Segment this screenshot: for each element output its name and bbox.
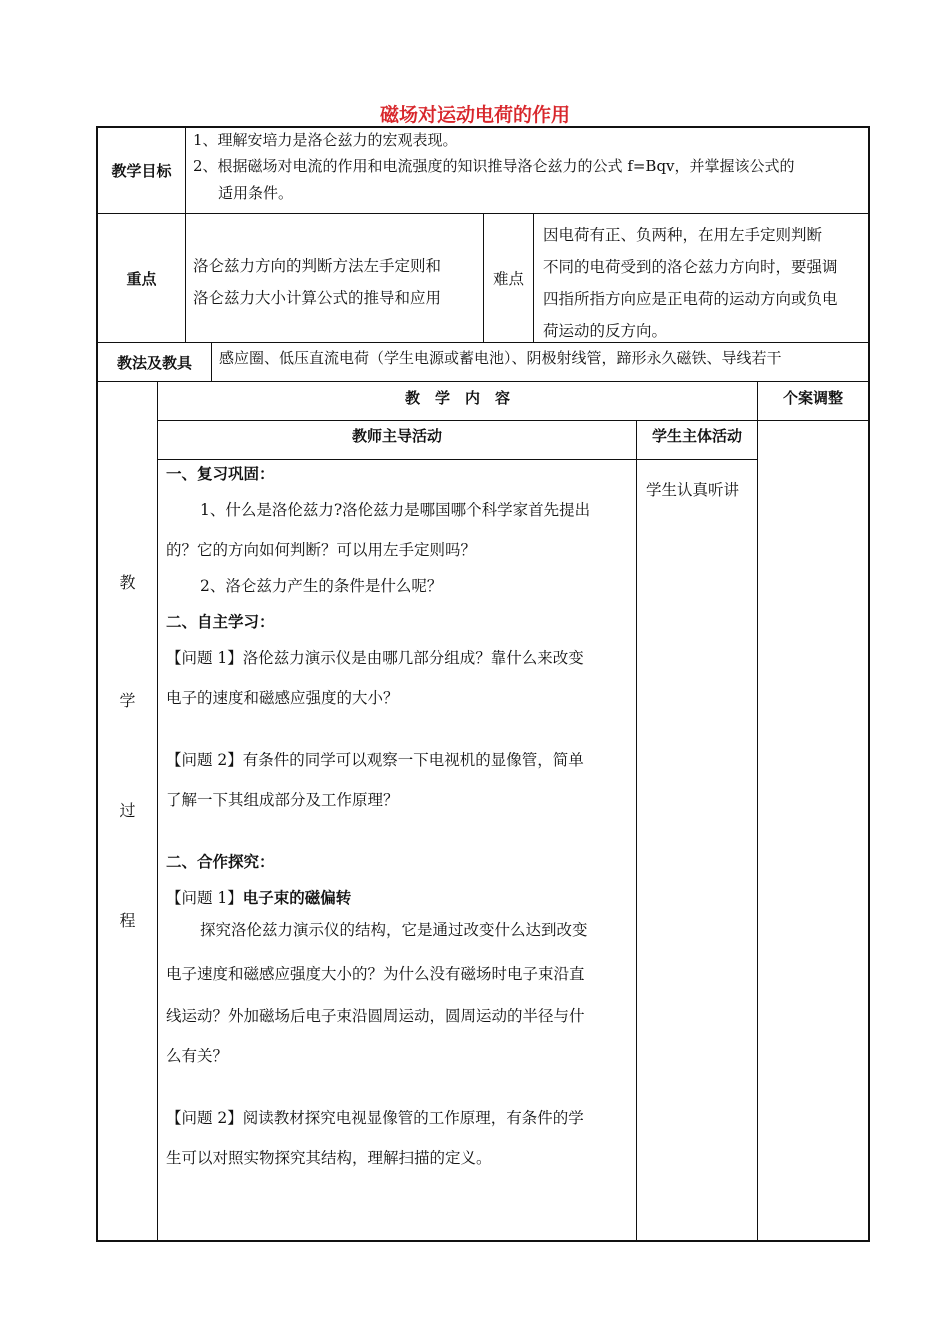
page-title: 磁场对运动电荷的作用 <box>379 104 570 126</box>
process-label-2: 学 <box>119 691 136 710</box>
teacher-header: 教师主导活动 <box>351 426 442 445</box>
objective-1: 1、理解安培力是洛仑兹力的宏观表现。 <box>193 131 458 149</box>
difficulties-line-3: 四指所指方向应是正电荷的运动方向或负电 <box>543 290 838 308</box>
self-study-heading: 二、自主学习： <box>166 613 275 631</box>
process-label-4: 程 <box>119 911 136 930</box>
self-study-p2-line-1: 【问题 2】有条件的同学可以观察一下电视机的显像管，简单 <box>166 751 584 769</box>
key-points-line-1: 洛仑兹力方向的判断方法左手定则和 <box>193 257 442 275</box>
review-q2: 2、洛仑兹力产生的条件是什么呢？ <box>200 577 443 595</box>
methods-content: 感应圈、低压直流电荷（学生电源或蓄电池）、阴极射线管，蹄形永久磁铁、导线若干 <box>219 349 782 367</box>
difficulties-label: 难点 <box>492 270 524 288</box>
difficulties-line-2: 不同的电荷受到的洛仑兹力方向时，要强调 <box>543 258 838 276</box>
process-label-3: 过 <box>119 801 136 820</box>
self-study-p2-line-2: 了解一下其组成部分及工作原理？ <box>166 791 399 809</box>
cooperation-q1-title: 电子束的磁偏转 <box>242 889 352 907</box>
cooperation-q1-line-3: 线运动？外加磁场后电子束沿圆周运动，圆周运动的半径与什 <box>166 1007 585 1025</box>
student-activity: 学生认真听讲 <box>646 481 740 499</box>
difficulties-line-4: 荷运动的反方向。 <box>543 322 668 340</box>
cooperation-q2-line-1: 【问题 2】阅读教材探究电视显像管的工作原理，有条件的学 <box>166 1109 584 1127</box>
cooperation-q1-line-4: 么有关？ <box>166 1047 229 1065</box>
cooperation-q1-line-2: 电子速度和磁感应强度大小的？为什么没有磁场时电子束沿直 <box>166 965 585 983</box>
cooperation-q1-line-1: 探究洛伦兹力演示仪的结构，它是通过改变什么达到改变 <box>200 921 588 939</box>
content-header: 教 学 内 容 <box>404 388 510 407</box>
cooperation-q1-heading <box>166 882 351 914</box>
key-points-line-2: 洛仑兹力大小计算公式的推导和应用 <box>193 289 442 307</box>
methods-label: 教法及教具 <box>116 353 192 372</box>
review-q1-line-1: 1、什么是洛伦兹力?洛伦兹力是哪国哪个科学家首先提出 <box>200 501 591 519</box>
process-label-1: 教 <box>119 573 136 592</box>
self-study-p1-line-2: 电子的速度和磁感应强度的大小？ <box>166 689 399 707</box>
cooperation-heading: 二、合作探究： <box>166 853 275 871</box>
objective-2: 2、根据磁场对电流的作用和电流强度的知识推导洛仑兹力的公式 f=Bqv，并掌握该公式的 <box>193 157 795 175</box>
adjust-header: 个案调整 <box>782 388 843 407</box>
key-points-label: 重点 <box>126 269 157 288</box>
difficulties-line-1: 因电荷有正、负两种，在用左手定则判断 <box>543 226 823 244</box>
review-q1-line-2: 的？它的方向如何判断？可以用左手定则吗？ <box>166 541 477 559</box>
self-study-p1-line-1: 【问题 1】洛伦兹力演示仪是由哪几部分组成？靠什么来改变 <box>166 649 584 667</box>
student-header: 学生主体活动 <box>651 426 742 445</box>
objective-2-cont: 适用条件。 <box>218 184 294 202</box>
cooperation-q2-line-2: 生可以对照实物探究其结构，理解扫描的定义。 <box>166 1149 492 1167</box>
review-heading: 一、复习巩固： <box>166 465 275 483</box>
objectives-label: 教学目标 <box>111 162 172 180</box>
cooperation-q1-prefix: 【问题 1】 <box>166 889 243 907</box>
